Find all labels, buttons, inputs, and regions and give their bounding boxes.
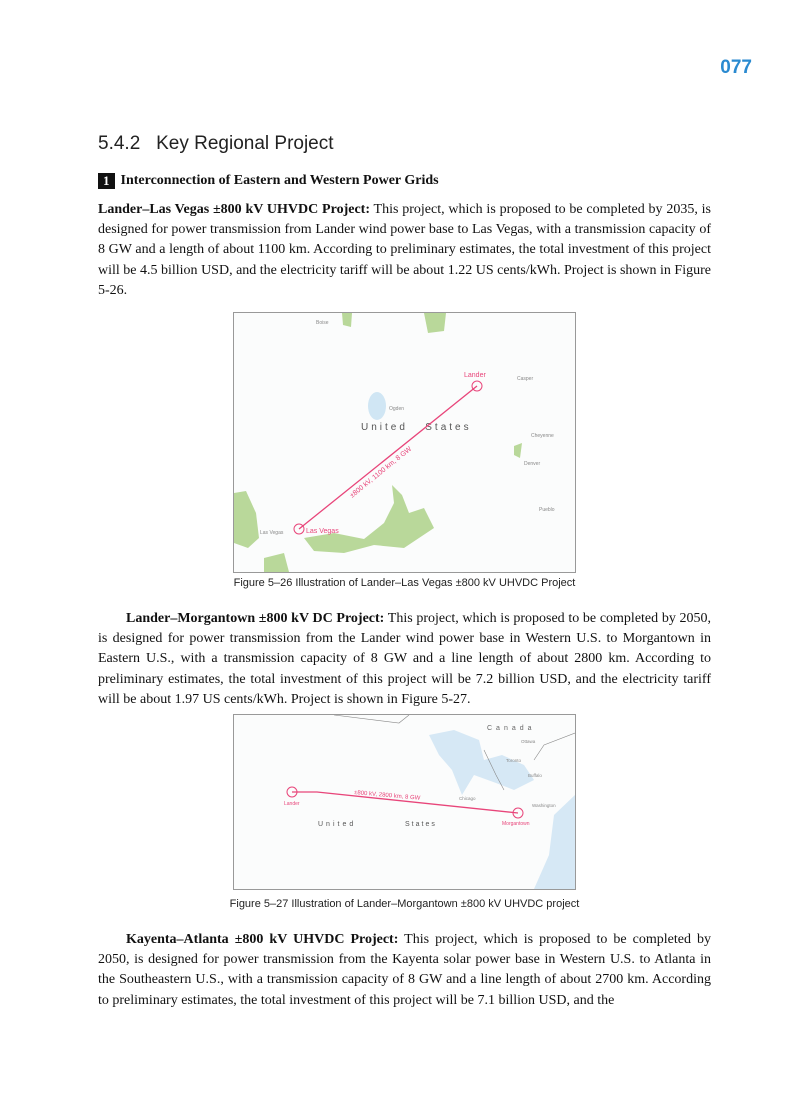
- atlantic-ocean: [534, 795, 575, 889]
- paragraph-lead: Lander–Las Vegas ±800 kV UHVDC Project:: [98, 202, 370, 217]
- subsection-title: Interconnection of Eastern and Western Power Grids: [120, 173, 439, 188]
- country-label-states: States: [405, 821, 437, 828]
- city-ogden: Ogden: [389, 406, 405, 412]
- city-buffalo: Buffalo: [528, 773, 542, 778]
- paragraph-kayenta-atlanta: [98, 930, 711, 1011]
- city-pueblo: Pueblo: [539, 507, 555, 513]
- line-label: ±800 kV, 2800 km, 8 GW: [353, 790, 421, 802]
- city-las-vegas-basemap: Las Vegas: [260, 530, 284, 536]
- figure-5-26-caption: Figure 5–26 Illustration of Lander–Las Vegas ±800 kV UHVDC Project: [233, 577, 576, 589]
- figure-5-26-map: [233, 312, 576, 573]
- paragraph-text: This project, which is proposed to be completed by 2050, is designed for power transmission from the Lander wind power base in Western U.S. to Morgantown in Eastern U.S., with a transmission capacity of 8 GW and a line length of about 2800 km. According to preliminary estimates, the total investment of this project will be 7.2 billion USD, and the electricity tariff will be about 1.97 US cents/kWh. Project is shown in Figure 5-27.: [98, 611, 712, 707]
- lander-label: Lander: [284, 801, 300, 807]
- canada-label: Canada: [487, 725, 536, 732]
- paragraph-lander-lasvegas: [98, 200, 711, 301]
- country-label-united: United: [318, 821, 357, 828]
- figure-5-27-caption: Figure 5–27 Illustration of Lander–Morgantown ±800 kV UHVDC project: [229, 898, 580, 910]
- city-boise: Boise: [316, 320, 329, 326]
- city-chicago: Chicago: [459, 796, 476, 801]
- subsection-heading: [98, 173, 439, 189]
- transmission-line: [299, 386, 477, 529]
- city-denver: Denver: [524, 461, 541, 467]
- las-vegas-label: Las Vegas: [306, 528, 339, 535]
- paragraph-text: This project, which is proposed to be completed by 2035, is designed for power transmission from Lander wind power base to Las Vegas, with a transmission capacity of 8 GW and a length of about 1100 km. According to preliminary estimates, the total investment of this project will be 4.5 billion USD, and the electricity tariff will be about 1.22 US cents/kWh. Project is shown in Figure 5-26.: [98, 202, 711, 298]
- city-washington: Washington: [532, 803, 556, 808]
- city-toronto: Toronto: [506, 758, 522, 763]
- paragraph-lead: Kayenta–Atlanta ±800 kV UHVDC Project:: [126, 932, 399, 947]
- section-heading: 5.4.2 Key Regional Project: [98, 133, 334, 154]
- paragraph-lander-morgantown: [98, 609, 711, 710]
- city-casper: Casper: [517, 376, 534, 382]
- country-label: United States: [361, 422, 472, 433]
- great-salt-lake: [368, 392, 386, 420]
- lander-label: Lander: [464, 372, 486, 379]
- figure-5-27-map: [233, 714, 576, 890]
- city-ottawa: Ottawa: [521, 739, 536, 744]
- paragraph-text: This project, which is proposed to be completed by 2050, is designed for power transmission from the Kayenta solar power base in Western U.S. to Atlanta in the Southeastern U.S., with a transmission capacity of 8 GW and a line length of about 2700 km. According to preliminary estimates, the total investment of this project will be 7.1 billion USD, and the: [98, 932, 712, 1008]
- morgantown-label: Morgantown: [502, 821, 530, 827]
- line-label: ±800 kV, 1100 km, 8 GW: [348, 445, 414, 500]
- subsection-number: 1: [98, 173, 115, 189]
- page-number: 077: [720, 57, 752, 78]
- city-cheyenne: Cheyenne: [531, 433, 554, 439]
- paragraph-lead: Lander–Morgantown ±800 kV DC Project:: [126, 611, 385, 626]
